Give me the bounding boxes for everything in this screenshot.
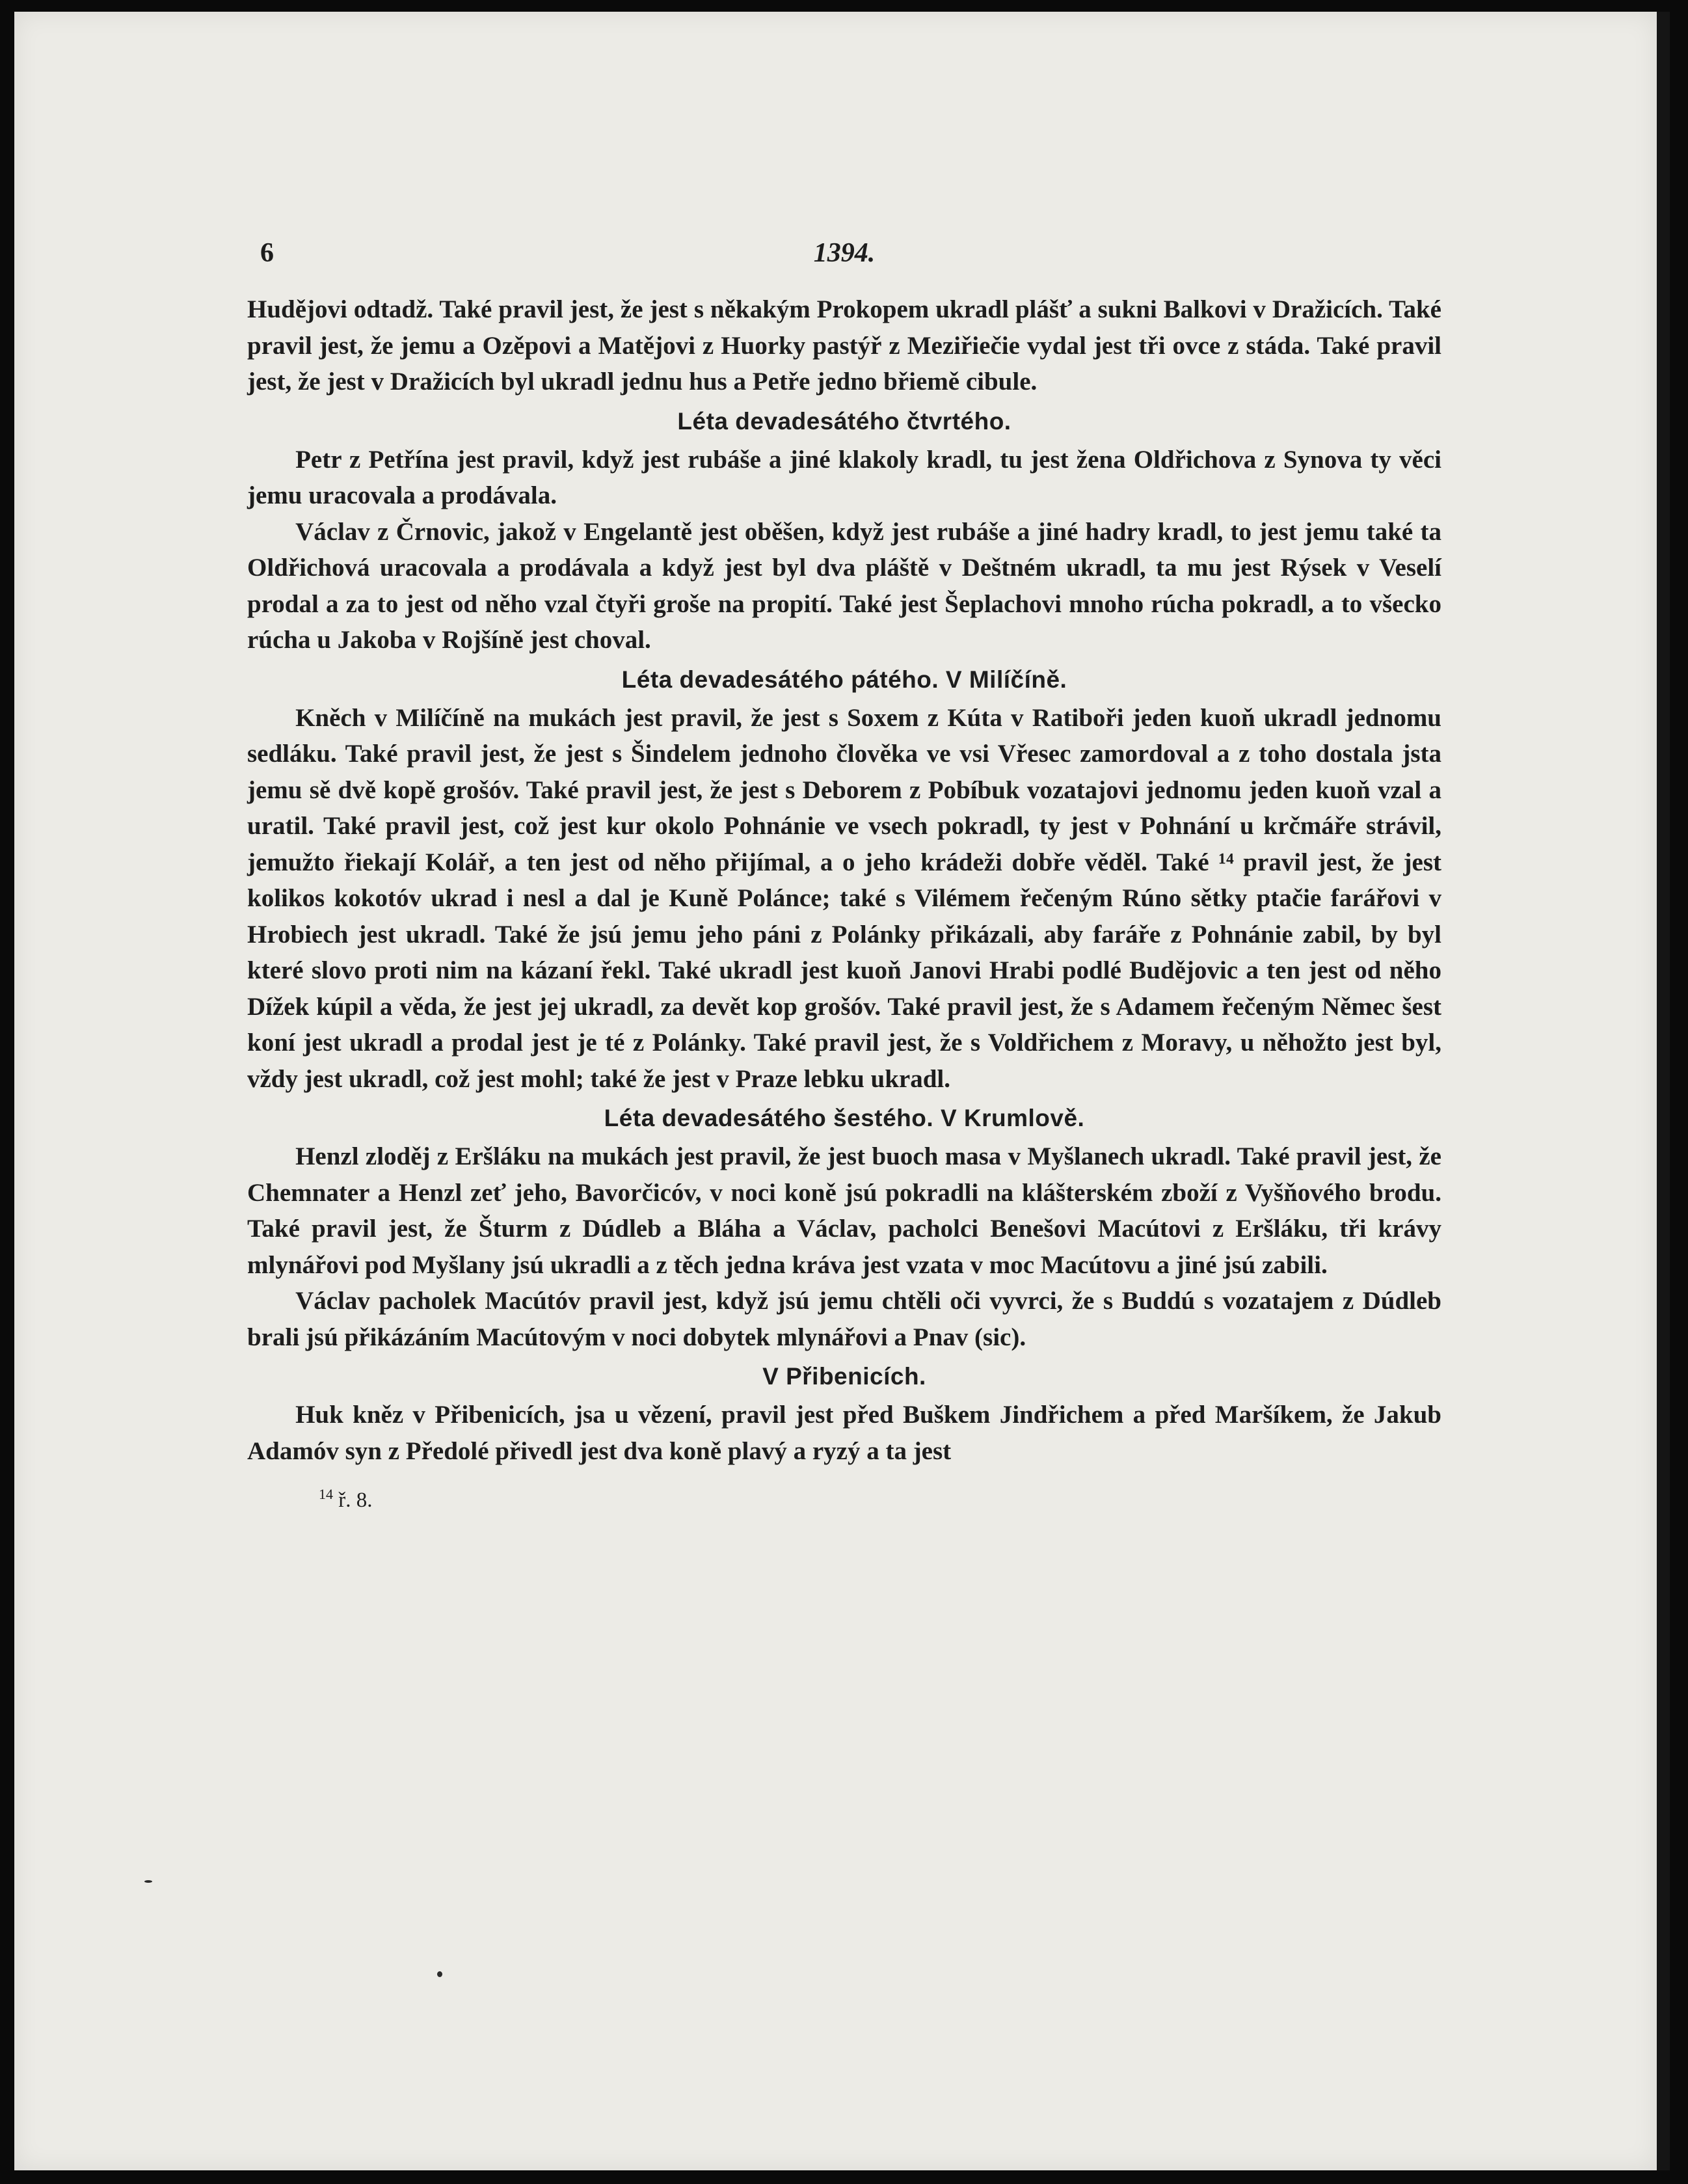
- paragraph: Petr z Petřína jest pravil, když jest rubáše a jiné klakoly kradl, tu jest žena Oldřichova z Synova ty věci jemu uracovala a prodávala.: [247, 445, 1441, 509]
- running-head: [247, 236, 1441, 281]
- paragraph: Huk kněz v Přibenicích, jsa u vězení, pravil jest před Buškem Jindřichem a před Maršíkem, že Jakub Adamóv syn z Předolé přivedl jest dva koně plavý a ryzý a ta jest: [247, 1401, 1441, 1465]
- page-number: 6: [260, 238, 274, 268]
- paragraph: Václav pacholek Macútóv pravil jest, když jsú jemu chtěli oči vyvrci, že s Buddú s vozatajem z Dúdleb brali jsú přikázáním Macútovým v noci dobytek mlynářovi a Pnav (sic).: [247, 1287, 1441, 1351]
- paragraph: Václav z Črnovic, jakož v Engelantě jest oběšen, když jest rubáše a jiné hadry kradl, to jest jemu také ta Oldřichová uracovala a prodávala a když jest byl dva pláště v Deštném ukradl, ta mu jest Rýsek v Veselí prodal a za to jest od něho vzal čtyři groše na propití. Také jest Šeplachovi mnoho rúcha pokradl, a to všecko rúcha u Jakoba v Rojšíně jest choval.: [247, 517, 1441, 654]
- section-heading: Léta devadesátého pátého. V Milíčíně.: [621, 666, 1067, 693]
- footnote-text: ř. 8.: [338, 1489, 373, 1512]
- running-year: 1394.: [813, 238, 876, 268]
- footnote-marker: 14: [319, 1486, 333, 1502]
- paragraph: Kněch v Milíčíně na mukách jest pravil, že jest s Soxem z Kúta v Ratiboři jeden kuoň ukradl jednomu sedláku. Také pravil jest, že jest s Šindelem jednoho člověka ve vsi Vřesec zamordoval a z toho dostala jsta jemu sě dvě kopě grošóv. Také pravil jest, že jest s Deborem z Pobíbuk vozatajovi jednomu jeden kuoň vzal a uratil. Také pravil jest, což jest kur okolo Pohnánie ve vsech pokradl, ty jest v Pohnání u krčmáře strávil, jemužto řiekají Kolář, a ten jest od něho přijímal, a o jeho krádeži dobře věděl. Také ¹⁴ pravil jest, že jest kolikos kokotóv ukrad i nesl a dal je Kuně Polánce; také s Vilémem řečeným Rúno sětky ptačie farářovi v Hrobiech jest ukradl. Také že jsú jemu jeho páni z Polánky přikázali, aby faráře z Pohnánie zabil, by byl které slovo proti nim na kázaní řekl. Také ukradl jest kuoň Janovi Hrabi podlé Budějovic a ten jest od něho Dížek kúpil a věda, že jest jej ukradl, za devět kop grošóv. Také pravil jest, že s Adamem řečeným Němec šest koní jest ukradl a prodal jest je té z Polánky. Také pravil jest, že s Voldřichem z Moravy, u něhožto jest byl, vždy jest ukradl, což jest mohl; také že jest v Praze lebku ukradl.: [247, 703, 1441, 1093]
- footnote: [247, 1486, 1441, 1515]
- paragraph: Henzl zloděj z Eršláku na mukách jest pravil, že jest buoch masa v Myšlanech ukradl. Také pravil jest, že Chemnater a Henzl zeť jeho, Bavorčicóv, v noci koně jsú pokradli na klášterském zboží z Vyšňového brodu. Také pravil jest, že Šturm z Dúdleb a Bláha a Václav, pacholci Benešovi Macútovi z Eršláku, tři krávy mlynářovi pod Myšlany jsú ukradli a z těch jedna kráva jest vzata v moc Macútovu a jiné jsú zabili.: [247, 1142, 1441, 1279]
- section-heading: Léta devadesátého čtvrtého.: [677, 407, 1011, 435]
- section-heading: Léta devadesátého šestého. V Krumlově.: [604, 1105, 1085, 1131]
- page-text: [247, 236, 1441, 1515]
- paragraph: Hudějovi odtadž. Také pravil jest, že jest s někakým Prokopem ukradl plášť a sukni Balkovi v Dražicích. Také pravil jest, že jemu a Ozěpovi a Matějovi z Huorky pastýř z Meziřiečie vydal jest tři ovce z stáda. Také pravil jest, že jest v Dražicích byl ukradl jednu hus a Petře jedno břiemě cibule.: [247, 295, 1441, 396]
- ink-speck: [437, 1971, 442, 1977]
- section-heading: V Přibenicích.: [762, 1363, 926, 1390]
- ink-speck: [144, 1880, 152, 1883]
- scan-edge: [1657, 12, 1670, 2170]
